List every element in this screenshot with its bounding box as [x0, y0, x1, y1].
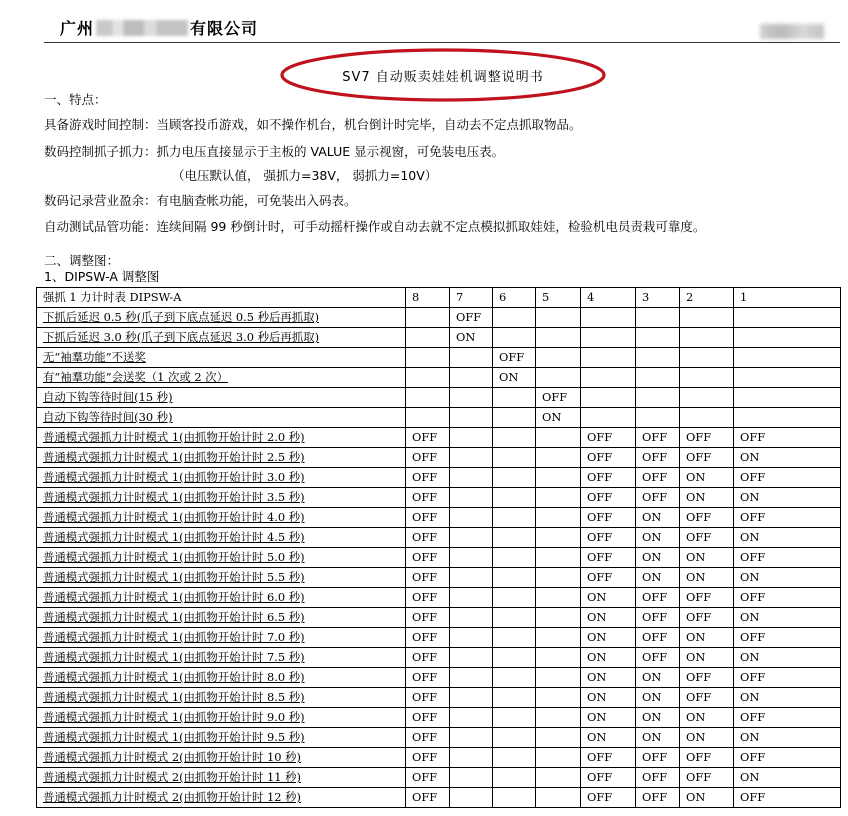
switch-state-cell: [450, 728, 493, 748]
switch-state-cell: OFF: [680, 508, 734, 528]
switch-state-cell: [406, 368, 450, 388]
page-header: [0, 0, 848, 46]
switch-state-cell: [450, 708, 493, 728]
switch-state-cell: [450, 508, 493, 528]
setting-label-cell: 普通模式强抓力计时模式 1(由抓物开始计时 9.0 秒): [37, 708, 406, 728]
table-row: [37, 528, 841, 548]
switch-state-cell: [493, 428, 536, 448]
switch-state-cell: [493, 648, 536, 668]
switch-state-cell: [493, 568, 536, 588]
switch-state-cell: ON: [536, 408, 581, 428]
switch-state-cell: [493, 748, 536, 768]
switch-state-cell: ON: [680, 568, 734, 588]
switch-state-cell: [636, 408, 680, 428]
setting-label-cell: 普通模式强抓力计时模式 1(由抓物开始计时 3.0 秒): [37, 468, 406, 488]
switch-state-cell: ON: [636, 708, 680, 728]
switch-state-cell: [450, 688, 493, 708]
redacted-block: [96, 20, 188, 36]
table-row: [37, 588, 841, 608]
switch-state-cell: OFF: [406, 628, 450, 648]
switch-state-cell: OFF: [406, 448, 450, 468]
switch-state-cell: OFF: [734, 788, 841, 808]
switch-state-cell: OFF: [636, 428, 680, 448]
switch-state-cell: ON: [734, 608, 841, 628]
switch-state-cell: OFF: [536, 388, 581, 408]
switch-state-cell: ON: [680, 548, 734, 568]
switch-state-cell: OFF: [636, 748, 680, 768]
switch-state-cell: [493, 588, 536, 608]
switch-state-cell: OFF: [406, 768, 450, 788]
switch-state-cell: OFF: [734, 468, 841, 488]
switch-state-cell: [536, 668, 581, 688]
switch-state-cell: OFF: [450, 308, 493, 328]
switch-state-cell: OFF: [581, 748, 636, 768]
switch-state-cell: OFF: [680, 428, 734, 448]
switch-state-cell: ON: [636, 688, 680, 708]
switch-state-cell: OFF: [406, 508, 450, 528]
switch-state-cell: [493, 708, 536, 728]
feature-line: （电压默认值， 强抓力=38V， 弱抓力=10V）: [172, 168, 438, 183]
switch-state-cell: [536, 348, 581, 368]
table-row: [37, 548, 841, 568]
switch-state-cell: OFF: [680, 668, 734, 688]
switch-state-cell: OFF: [581, 768, 636, 788]
table-row: [37, 388, 841, 408]
switch-state-cell: [536, 468, 581, 488]
switch-state-cell: [536, 688, 581, 708]
switch-state-cell: [536, 588, 581, 608]
switch-state-cell: ON: [734, 688, 841, 708]
switch-state-cell: [581, 348, 636, 368]
switch-state-cell: [450, 768, 493, 788]
switch-state-cell: OFF: [680, 748, 734, 768]
switch-state-cell: [450, 388, 493, 408]
setting-label-cell: 普通模式强抓力计时模式 1(由抓物开始计时 7.5 秒): [37, 648, 406, 668]
switch-state-cell: [493, 468, 536, 488]
switch-state-cell: OFF: [406, 588, 450, 608]
setting-label-cell: 普通模式强抓力计时模式 1(由抓物开始计时 4.5 秒): [37, 528, 406, 548]
switch-state-cell: [450, 348, 493, 368]
switch-state-cell: [636, 328, 680, 348]
switch-state-cell: ON: [581, 708, 636, 728]
switch-state-cell: OFF: [734, 708, 841, 728]
table-row: [37, 568, 841, 588]
setting-label-cell: 普通模式强抓力计时模式 1(由抓物开始计时 3.5 秒): [37, 488, 406, 508]
switch-state-cell: [636, 368, 680, 388]
switch-state-cell: ON: [581, 648, 636, 668]
switch-state-cell: [581, 408, 636, 428]
switch-state-cell: [536, 368, 581, 388]
switch-state-cell: OFF: [406, 488, 450, 508]
switch-state-cell: ON: [734, 768, 841, 788]
switch-state-cell: [680, 388, 734, 408]
switch-state-cell: OFF: [636, 588, 680, 608]
switch-state-cell: ON: [636, 528, 680, 548]
switch-state-cell: [493, 608, 536, 628]
switch-state-cell: OFF: [581, 568, 636, 588]
switch-state-cell: OFF: [406, 788, 450, 808]
switch-state-cell: ON: [581, 728, 636, 748]
switch-state-cell: [536, 748, 581, 768]
setting-label-cell: 下抓后延迟 0.5 秒(爪子到下底点延迟 0.5 秒后再抓取): [37, 308, 406, 328]
feature-line: 数码记录营业盈余：有电脑查帐功能，可免装出入码表。: [44, 193, 357, 208]
document-title-block: [278, 46, 608, 104]
switch-state-cell: OFF: [734, 668, 841, 688]
switch-state-cell: [406, 348, 450, 368]
switch-state-cell: OFF: [680, 588, 734, 608]
switch-state-cell: [734, 348, 841, 368]
switch-state-cell: OFF: [680, 528, 734, 548]
setting-label-cell: 普通模式强抓力计时模式 1(由抓物开始计时 4.0 秒): [37, 508, 406, 528]
switch-state-cell: OFF: [680, 608, 734, 628]
switch-state-cell: ON: [680, 648, 734, 668]
switch-state-cell: ON: [680, 468, 734, 488]
switch-state-cell: OFF: [734, 548, 841, 568]
switch-state-cell: [450, 428, 493, 448]
setting-label-cell: 普通模式强抓力计时模式 1(由抓物开始计时 5.0 秒): [37, 548, 406, 568]
switch-state-cell: [680, 328, 734, 348]
switch-state-cell: ON: [680, 728, 734, 748]
table-row: [37, 668, 841, 688]
switch-state-cell: [536, 648, 581, 668]
setting-label-cell: 普通模式强抓力计时模式 2(由抓物开始计时 10 秒): [37, 748, 406, 768]
switch-state-cell: [450, 548, 493, 568]
switch-state-cell: OFF: [406, 688, 450, 708]
switch-state-cell: [450, 448, 493, 468]
switch-state-cell: [536, 428, 581, 448]
feature-line: 自动测试品管功能：连续间隔 99 秒倒计时，可手动摇杆操作或自动去就不定点模拟抓取娃娃，检验机电员责栽可靠度。: [44, 219, 706, 234]
switch-state-cell: [581, 368, 636, 388]
header-divider: [44, 42, 840, 43]
switch-state-cell: [536, 728, 581, 748]
switch-state-cell: [636, 348, 680, 368]
switch-state-cell: ON: [680, 788, 734, 808]
switch-state-cell: [450, 648, 493, 668]
switch-state-cell: OFF: [680, 448, 734, 468]
switch-state-cell: [406, 408, 450, 428]
switch-number-cell: 8: [406, 288, 450, 308]
switch-state-cell: ON: [734, 728, 841, 748]
company-name-prefix: 广州: [60, 19, 95, 38]
switch-state-cell: OFF: [581, 788, 636, 808]
switch-state-cell: ON: [636, 508, 680, 528]
switch-state-cell: OFF: [636, 448, 680, 468]
switch-state-cell: ON: [680, 488, 734, 508]
switch-state-cell: ON: [581, 608, 636, 628]
feature-line: 具备游戏时间控制：当顾客投币游戏，如不操作机台，机台倒计时完毕，自动去不定点抓取物品。: [44, 117, 582, 132]
switch-state-cell: [450, 628, 493, 648]
table-row: [37, 368, 841, 388]
switch-state-cell: [450, 468, 493, 488]
switch-state-cell: OFF: [734, 588, 841, 608]
switch-state-cell: OFF: [406, 728, 450, 748]
switch-number-cell: 5: [536, 288, 581, 308]
table-row: [37, 468, 841, 488]
switch-state-cell: OFF: [406, 468, 450, 488]
switch-state-cell: [536, 548, 581, 568]
switch-state-cell: ON: [493, 368, 536, 388]
switch-state-cell: ON: [636, 668, 680, 688]
table-row: [37, 728, 841, 748]
setting-label-cell: 普通模式强抓力计时模式 1(由抓物开始计时 5.5 秒): [37, 568, 406, 588]
switch-state-cell: [536, 768, 581, 788]
setting-label-cell: 有“袖羣功能”会送奖（1 次或 2 次）: [37, 368, 406, 388]
switch-state-cell: ON: [734, 448, 841, 468]
switch-state-cell: [734, 328, 841, 348]
switch-state-cell: OFF: [636, 628, 680, 648]
switch-state-cell: OFF: [406, 708, 450, 728]
document-title: SV7 自动贩卖娃娃机调整说明书: [342, 70, 544, 85]
switch-state-cell: [450, 668, 493, 688]
setting-label-cell: 普通模式强抓力计时模式 1(由抓物开始计时 2.0 秒): [37, 428, 406, 448]
switch-state-cell: [493, 628, 536, 648]
setting-label-cell: 自动下钩等待时间(15 秒): [37, 388, 406, 408]
switch-state-cell: [406, 388, 450, 408]
switch-state-cell: OFF: [406, 648, 450, 668]
switch-state-cell: [493, 728, 536, 748]
switch-state-cell: [536, 708, 581, 728]
table-row: [37, 428, 841, 448]
switch-state-cell: OFF: [734, 508, 841, 528]
table-row: [37, 348, 841, 368]
switch-state-cell: OFF: [734, 628, 841, 648]
switch-state-cell: [450, 568, 493, 588]
switch-state-cell: OFF: [406, 548, 450, 568]
switch-state-cell: ON: [581, 668, 636, 688]
switch-state-cell: OFF: [406, 608, 450, 628]
table-row: [37, 708, 841, 728]
table-row: [37, 608, 841, 628]
switch-state-cell: OFF: [581, 448, 636, 468]
switch-state-cell: OFF: [734, 748, 841, 768]
switch-state-cell: OFF: [581, 488, 636, 508]
company-name: [60, 16, 258, 39]
switch-state-cell: ON: [734, 648, 841, 668]
table-row: [37, 488, 841, 508]
switch-state-cell: [536, 528, 581, 548]
switch-state-cell: [680, 348, 734, 368]
switch-state-cell: [493, 388, 536, 408]
table-header-row: [37, 288, 841, 308]
switch-state-cell: OFF: [636, 768, 680, 788]
switch-state-cell: [536, 448, 581, 468]
switch-state-cell: ON: [636, 568, 680, 588]
switch-state-cell: [536, 788, 581, 808]
switch-state-cell: [450, 528, 493, 548]
switch-state-cell: OFF: [581, 528, 636, 548]
switch-state-cell: ON: [581, 688, 636, 708]
switch-state-cell: [493, 528, 536, 548]
switch-state-cell: OFF: [581, 508, 636, 528]
setting-label-cell: 普通模式强抓力计时模式 2(由抓物开始计时 11 秒): [37, 768, 406, 788]
switch-state-cell: [734, 368, 841, 388]
switch-state-cell: [493, 488, 536, 508]
switch-state-cell: OFF: [581, 468, 636, 488]
setting-label-cell: 普通模式强抓力计时模式 1(由抓物开始计时 8.0 秒): [37, 668, 406, 688]
switch-state-cell: OFF: [636, 788, 680, 808]
switch-state-cell: [493, 508, 536, 528]
table-row: [37, 648, 841, 668]
switch-state-cell: ON: [581, 628, 636, 648]
switch-state-cell: [493, 408, 536, 428]
table-row: [37, 768, 841, 788]
switch-number-cell: 2: [680, 288, 734, 308]
switch-state-cell: [450, 408, 493, 428]
table-row: [37, 328, 841, 348]
switch-state-cell: [536, 308, 581, 328]
table-row: [37, 508, 841, 528]
switch-state-cell: OFF: [406, 528, 450, 548]
switch-state-cell: [493, 308, 536, 328]
switch-state-cell: ON: [734, 528, 841, 548]
switch-state-cell: OFF: [680, 768, 734, 788]
table-row: [37, 788, 841, 808]
switch-state-cell: [734, 388, 841, 408]
switch-state-cell: [450, 488, 493, 508]
switch-state-cell: ON: [734, 488, 841, 508]
switch-state-cell: [636, 388, 680, 408]
switch-number-cell: 4: [581, 288, 636, 308]
company-name-suffix: 有限公司: [190, 19, 259, 38]
switch-state-cell: OFF: [493, 348, 536, 368]
setting-label-cell: 普通模式强抓力计时模式 1(由抓物开始计时 6.5 秒): [37, 608, 406, 628]
switch-state-cell: ON: [581, 588, 636, 608]
table-row: [37, 408, 841, 428]
switch-state-cell: [493, 788, 536, 808]
switch-number-cell: 6: [493, 288, 536, 308]
section-2-subheading: 1、DIPSW-A 调整图: [44, 269, 160, 284]
switch-state-cell: [450, 788, 493, 808]
switch-state-cell: [536, 328, 581, 348]
switch-state-cell: OFF: [406, 668, 450, 688]
setting-label-cell: 普通模式强抓力计时模式 1(由抓物开始计时 8.5 秒): [37, 688, 406, 708]
switch-state-cell: [450, 588, 493, 608]
switch-state-cell: [581, 308, 636, 328]
switch-state-cell: [450, 368, 493, 388]
switch-state-cell: [581, 328, 636, 348]
switch-state-cell: [493, 548, 536, 568]
switch-state-cell: [406, 328, 450, 348]
setting-label-cell: 普通模式强抓力计时模式 1(由抓物开始计时 7.0 秒): [37, 628, 406, 648]
switch-state-cell: [536, 568, 581, 588]
feature-line: 数码控制抓子抓力：抓力电压直接显示于主板的 VALUE 显示视窗，可免装电压表。: [44, 144, 505, 159]
redacted-block-right: [760, 24, 824, 39]
switch-state-cell: OFF: [581, 428, 636, 448]
table-row: [37, 748, 841, 768]
switch-state-cell: [450, 608, 493, 628]
switch-state-cell: [734, 408, 841, 428]
switch-state-cell: [493, 668, 536, 688]
switch-state-cell: OFF: [406, 568, 450, 588]
switch-state-cell: ON: [680, 708, 734, 728]
switch-state-cell: ON: [450, 328, 493, 348]
table-row: [37, 308, 841, 328]
table-title-cell: 强抓 1 力计时表 DIPSW-A: [37, 288, 406, 308]
switch-state-cell: OFF: [581, 548, 636, 568]
switch-state-cell: [493, 448, 536, 468]
switch-state-cell: [581, 388, 636, 408]
switch-state-cell: [536, 608, 581, 628]
switch-state-cell: OFF: [636, 468, 680, 488]
switch-state-cell: [680, 408, 734, 428]
setting-label-cell: 普通模式强抓力计时模式 1(由抓物开始计时 2.5 秒): [37, 448, 406, 468]
switch-state-cell: [536, 488, 581, 508]
table-row: [37, 448, 841, 468]
switch-state-cell: [734, 308, 841, 328]
switch-state-cell: ON: [680, 628, 734, 648]
switch-state-cell: OFF: [636, 488, 680, 508]
section-1-heading: 一、特点：: [44, 92, 107, 107]
switch-state-cell: OFF: [406, 748, 450, 768]
switch-state-cell: [536, 508, 581, 528]
setting-label-cell: 普通模式强抓力计时模式 1(由抓物开始计时 9.5 秒): [37, 728, 406, 748]
switch-state-cell: [536, 628, 581, 648]
switch-number-cell: 3: [636, 288, 680, 308]
dipsw-a-table: [36, 287, 841, 808]
switch-state-cell: [493, 768, 536, 788]
switch-state-cell: OFF: [636, 608, 680, 628]
switch-state-cell: [493, 688, 536, 708]
switch-state-cell: [406, 308, 450, 328]
switch-state-cell: [680, 368, 734, 388]
switch-state-cell: OFF: [734, 428, 841, 448]
setting-label-cell: 无“袖羣功能”不送奖: [37, 348, 406, 368]
switch-state-cell: [680, 308, 734, 328]
switch-state-cell: [493, 328, 536, 348]
switch-number-cell: 1: [734, 288, 841, 308]
switch-state-cell: ON: [636, 548, 680, 568]
switch-state-cell: ON: [734, 568, 841, 588]
switch-state-cell: OFF: [406, 428, 450, 448]
setting-label-cell: 普通模式强抓力计时模式 1(由抓物开始计时 6.0 秒): [37, 588, 406, 608]
table-row: [37, 628, 841, 648]
switch-number-cell: 7: [450, 288, 493, 308]
setting-label-cell: 普通模式强抓力计时模式 2(由抓物开始计时 12 秒): [37, 788, 406, 808]
setting-label-cell: 下抓后延迟 3.0 秒(爪子到下底点延迟 3.0 秒后再抓取): [37, 328, 406, 348]
switch-state-cell: [450, 748, 493, 768]
switch-state-cell: OFF: [636, 648, 680, 668]
section-2-heading: 二、调整图：: [44, 253, 120, 268]
switch-state-cell: ON: [636, 728, 680, 748]
switch-state-cell: [636, 308, 680, 328]
switch-state-cell: OFF: [680, 688, 734, 708]
table-row: [37, 688, 841, 708]
setting-label-cell: 自动下钩等待时间(30 秒): [37, 408, 406, 428]
